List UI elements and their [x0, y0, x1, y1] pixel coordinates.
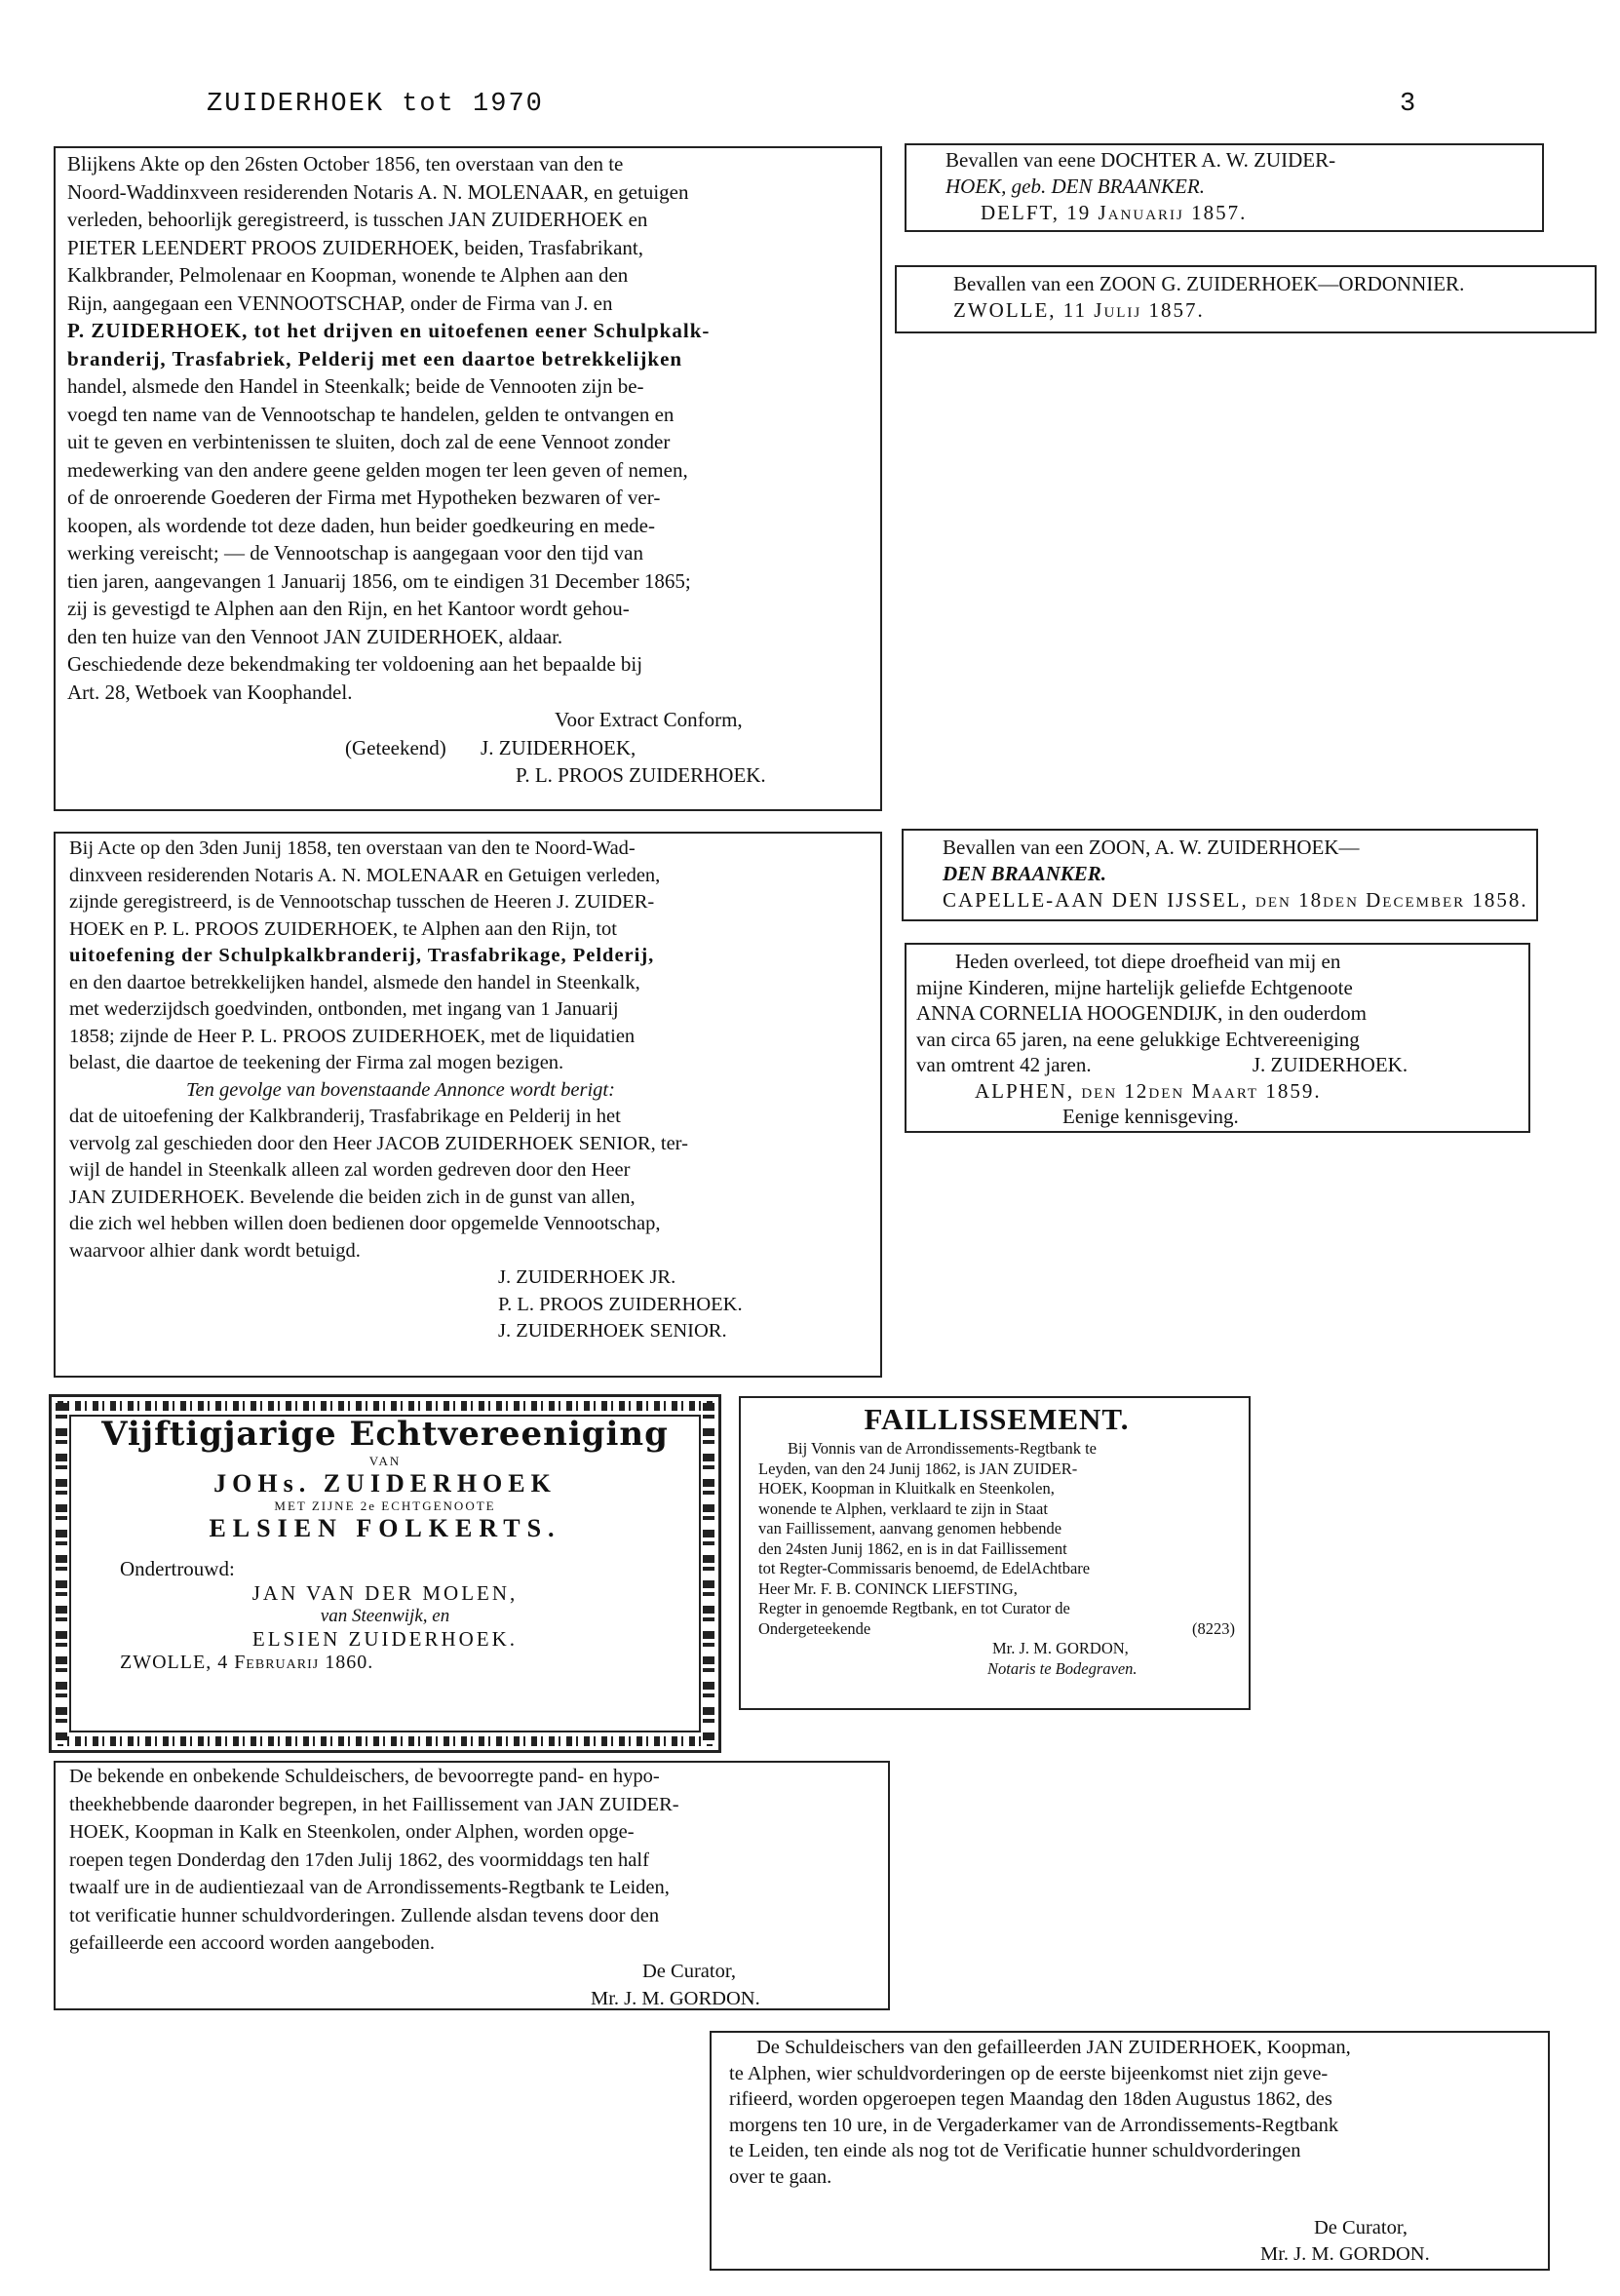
- text-line: Regter in genoemde Regtbank, en tot Curator de: [758, 1599, 1070, 1617]
- text-line: Ondertrouwd:: [120, 1557, 235, 1580]
- signature: J. ZUIDERHOEK,: [481, 735, 636, 759]
- text-line: dat de uitoefening der Kalkbranderij, Trasfabrikage en Pelderij in het: [69, 1106, 621, 1127]
- text-line: belast, die daartoe de teekening der Firma zal mogen bezigen.: [69, 1052, 564, 1073]
- text-line: uitoefening der Schulpkalkbranderij, Trasfabrikage, Pelderij,: [69, 945, 655, 966]
- text-line: Geschiedende deze bekendmaking ter voldoening aan het bepaalde bij: [67, 652, 643, 676]
- text-line: zij is gevestigd te Alphen aan den Rijn, en het Kantoor wordt gehou-: [67, 597, 630, 620]
- text-line: waarvoor alhier dank wordt betuigd.: [69, 1239, 361, 1262]
- signature: P. L. PROOS ZUIDERHOEK.: [498, 1293, 743, 1315]
- signature-title: Notaris te Bodegraven.: [987, 1658, 1138, 1678]
- place-date: ALPHEN, den 12den Maart 1859.: [975, 1078, 1322, 1103]
- text-line: Blijkens Akte op den 26sten October 1856, ten overstaan van den te: [67, 152, 624, 175]
- place-date: ZWOLLE, 4 Februarij 1860.: [120, 1652, 374, 1673]
- text-line: Noord-Waddinxveen residerenden Notaris A. N. MOLENAAR, en getuigen: [67, 179, 689, 204]
- role-line: De Curator,: [642, 1960, 736, 1982]
- text-line: Heden overleed, tot diepe droefheid van mij en: [955, 950, 1341, 973]
- text-line: van Steenwijk, en: [320, 1606, 450, 1626]
- ornament-border-top: [58, 1401, 713, 1411]
- text-line: JAN ZUIDERHOEK. Bevelende die beiden zich in de gunst van allen,: [69, 1186, 636, 1208]
- text-line: Bevallen van eene DOCHTER A. W. ZUIDER-: [945, 148, 1336, 172]
- text-line: theekhebbende daaronder begrepen, in het Faillissement van JAN ZUIDER-: [69, 1793, 679, 1815]
- clipping-birth-son-1858: [902, 829, 1538, 921]
- signed-label: (Geteekend): [345, 735, 446, 759]
- heading: FAILLISSEMENT.: [864, 1402, 1130, 1436]
- clipping-creditors-august-1862: [710, 2031, 1550, 2271]
- text-line: zijnde geregistreerd, is de Vennootschap tusschen de Heeren J. ZUIDER-: [69, 891, 655, 913]
- text-line: tot verificatie hunner schuldvorderingen. Zullende alsdan tevens door den: [69, 1904, 660, 1926]
- text-line: uit te geven en verbintenissen te sluiten, doch zal de eene Vennoot zonder: [67, 430, 671, 453]
- text-line: Ondergeteekende: [758, 1618, 871, 1638]
- clipping-bankruptcy-1862: [739, 1396, 1251, 1710]
- text-line: MET ZIJNE 2e ECHTGENOOTE: [274, 1498, 496, 1513]
- clipping-death-1859: [905, 943, 1530, 1133]
- text-line: HOEK, geb. DEN BRAANKER.: [945, 175, 1205, 198]
- text-line: werking vereischt; — de Vennootschap is aangegaan voor den tijd van: [67, 541, 643, 564]
- text-line: vervolg zal geschieden door den Heer JACOB ZUIDERHOEK SENIOR, ter-: [69, 1132, 688, 1154]
- text-line: mijne Kinderen, mijne hartelijk geliefde Echtgenoote: [916, 975, 1353, 999]
- place-date: ZWOLLE, 11 Julij 1857.: [953, 298, 1205, 322]
- text-line: die zich wel hebben willen doen bedienen door opgemelde Vennootschap,: [69, 1213, 661, 1234]
- text-line: roepen tegen Donderdag den 17den Julij 1862, des voormiddags ten half: [69, 1848, 649, 1871]
- text-line: Heer Mr. F. B. CONINCK LIEFSTING,: [758, 1578, 1018, 1598]
- text-line: ANNA CORNELIA HOOGENDIJK, in den ouderdom: [916, 1001, 1367, 1025]
- text-line: Bevallen van een ZOON, A. W. ZUIDERHOEK—: [943, 836, 1360, 859]
- text-line: met wederzijdsch goedvinden, ontbonden, met ingang van 1 Januarij: [69, 998, 619, 1020]
- signature: Mr. J. M. GORDON.: [591, 1988, 760, 2009]
- marriage-content: [81, 1415, 689, 1674]
- text-line: branderij, Trasfabriek, Pelderij met een daartoe betrekkelijken: [67, 346, 683, 370]
- text-line: De bekende en onbekende Schuldeischers, de bevoorregte pand- en hypo-: [69, 1766, 660, 1787]
- signature: P. L. PROOS ZUIDERHOEK.: [516, 763, 766, 787]
- text-line: HOEK en P. L. PROOS ZUIDERHOEK, te Alphen aan den Rijn, tot: [69, 917, 617, 940]
- text-line: en den daartoe betrekkelijken handel, alsmede den handel in Steenkalk,: [69, 971, 640, 993]
- signature: J. ZUIDERHOEK SENIOR.: [498, 1320, 727, 1342]
- text-line: rifieerd, worden opgeroepen tegen Maandag den 18den Augustus 1862, des: [729, 2088, 1332, 2110]
- clipping-birth-daughter-1857: [905, 143, 1544, 232]
- signature: Mr. J. M. GORDON,: [992, 1639, 1129, 1657]
- role-line: De Curator,: [1314, 2217, 1408, 2238]
- signature: J. ZUIDERHOEK.: [1252, 1053, 1408, 1076]
- text-line: Art. 28, Wetboek van Koophandel.: [67, 680, 353, 704]
- ornament-border-bottom: [58, 1736, 713, 1746]
- text-line: den ten huize van den Vennoot JAN ZUIDERHOEK, aldaar.: [67, 624, 563, 648]
- page-title: ZUIDERHOEK tot 1970: [207, 90, 544, 119]
- text-line: den 24sten Junij 1862, en is in dat Faillissement: [758, 1538, 1067, 1558]
- clipping-birth-son-1857: [895, 265, 1597, 333]
- text-line: van omtrent 42 jaren.: [916, 1053, 1092, 1076]
- ornament-border-right: [703, 1403, 714, 1744]
- text-line: Bij Acte op den 3den Junij 1858, ten overstaan van den te Noord-Wad-: [69, 837, 636, 859]
- text-line: handel, alsmede den Handel in Steenkalk; beide de Vennooten zijn be-: [67, 374, 644, 398]
- text-line: tien jaren, aangevangen 1 Januarij 1856, om te eindigen 31 December 1865;: [67, 568, 691, 593]
- text-line: Bij Vonnis van de Arrondissements-Regtbank te: [788, 1439, 1097, 1458]
- text-line: Rijn, aangegaan een VENNOOTSCHAP, onder de Firma van J. en: [67, 291, 613, 315]
- conform-line: Voor Extract Conform,: [555, 708, 743, 731]
- clipping-dissolution-1858: [54, 832, 882, 1378]
- text-line: verleden, behoorlijk geregistreerd, is tusschen JAN ZUIDERHOEK en: [67, 208, 648, 231]
- text-line: of de onroerende Goederen der Firma met Hypotheken bezwaren of ver-: [67, 486, 661, 509]
- place-date: DELFT, 19 Januarij 1857.: [981, 201, 1248, 224]
- text-line: Kalkbrander, Pelmolenaar en Koopman, wonende te Alphen aan den: [67, 263, 629, 287]
- text-line: PIETER LEENDERT PROOS ZUIDERHOEK, beiden, Trasfabrikant,: [67, 235, 643, 259]
- clipping-marriage-1860: [49, 1394, 721, 1753]
- signature: J. ZUIDERHOEK JR.: [498, 1266, 676, 1288]
- heading: Vijftigjarige Echtvereeniging: [101, 1415, 669, 1454]
- text-line: twaalf ure in de audientiezaal van de Arrondissements-Regtbank te Leiden,: [69, 1877, 670, 1898]
- text-line: VAN: [368, 1454, 402, 1468]
- text-line: Leyden, van den 24 Junij 1862, is JAN ZUIDER-: [758, 1459, 1078, 1478]
- place-date: CAPELLE-AAN DEN IJSSEL, den 18den December 1858.: [943, 888, 1528, 912]
- text-line: van Faillissement, aanvang genomen hebbende: [758, 1519, 1062, 1537]
- name-line: JOHs. ZUIDERHOEK: [213, 1469, 557, 1498]
- name-line: JAN VAN DER MOLEN,: [251, 1581, 519, 1605]
- text-line: te Leiden, ten einde als nog tot de Verificatie hunner schuldvorderingen: [729, 2140, 1301, 2161]
- page-number: 3: [1400, 90, 1418, 119]
- text-line: tot Regter-Commissaris benoemd, de EdelAchtbare: [758, 1559, 1091, 1577]
- text-line: DEN BRAANKER.: [943, 862, 1107, 885]
- ornament-border-left: [56, 1403, 67, 1744]
- text-line: wijl de handel in Steenkalk alleen zal worden gedreven door den Heer: [69, 1159, 631, 1181]
- text-line: gefailleerde een accoord worden aangeboden.: [69, 1932, 436, 1954]
- text-line: P. ZUIDERHOEK, tot het drijven en uitoefenen eener Schulpkalk-: [67, 319, 711, 342]
- text-line: medewerking van den andere geene gelden mogen ter leen geven of nemen,: [67, 457, 688, 482]
- text-line: over te gaan.: [729, 2165, 832, 2188]
- clipping-creditors-july-1862: [54, 1761, 890, 2010]
- name-line: ELSIEN FOLKERTS.: [209, 1514, 561, 1542]
- note: Eenige kennisgeving.: [1062, 1105, 1239, 1128]
- text-line: De Schuldeischers van den gefailleerden JAN ZUIDERHOEK, Koopman,: [756, 2037, 1351, 2058]
- text-line: 1858; zijnde de Heer P. L. PROOS ZUIDERHOEK, met de liquidatien: [69, 1025, 636, 1047]
- text-line: koopen, als wordende tot deze daden, hun beider goedkeuring en mede-: [67, 513, 655, 537]
- clipping-vennootschap-1856: [54, 146, 882, 811]
- text-line: HOEK, Koopman in Kalk en Steenkolen, onder Alphen, worden opge-: [69, 1821, 635, 1843]
- text-line: van circa 65 jaren, na eene gelukkige Echtvereeniging: [916, 1027, 1360, 1051]
- text-line: Ten gevolge van bovenstaande Annonce wordt berigt:: [186, 1078, 615, 1101]
- text-line: Bevallen van een ZOON G. ZUIDERHOEK—ORDONNIER.: [953, 272, 1465, 295]
- text-line: wonende te Alphen, verklaard te zijn in Staat: [758, 1498, 1048, 1518]
- name-line: ELSIEN ZUIDERHOEK.: [251, 1627, 519, 1651]
- text-line: voegd ten name van de Vennootschap te handelen, gelden te ontvangen en: [67, 402, 675, 426]
- text-line: morgens ten 10 ure, in de Vergaderkamer van de Arrondissements-Regtbank: [729, 2114, 1339, 2136]
- text-line: HOEK, Koopman in Kluitkalk en Steenkolen,: [758, 1479, 1055, 1498]
- signature: Mr. J. M. GORDON.: [1260, 2242, 1430, 2265]
- text-line: te Alphen, wier schuldvorderingen op de eerste bijeenkomst niet zijn geve-: [729, 2062, 1329, 2084]
- text-line: dinxveen residerenden Notaris A. N. MOLENAAR en Getuigen verleden,: [69, 864, 661, 886]
- reference-number: (8223): [1192, 1618, 1235, 1638]
